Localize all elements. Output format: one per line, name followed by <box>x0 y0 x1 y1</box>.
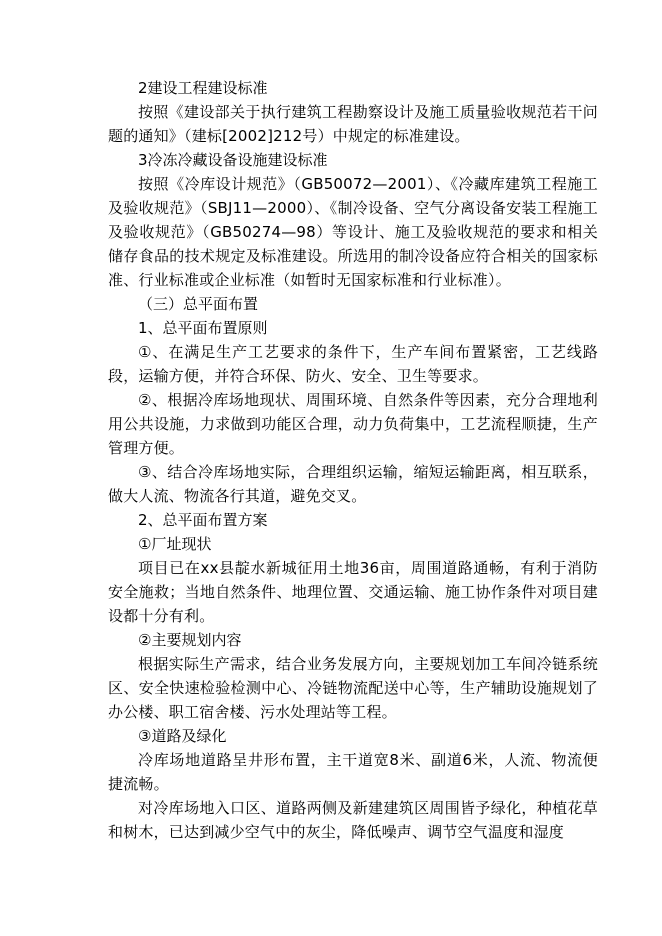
section-heading-construction-standard: 2建设工程建设标准 <box>138 79 268 97</box>
paragraph-cold-storage-standard: 按照《冷库设计规范》（GB50072—2001）、《冷藏库建筑工程施工及验收规范》（SBJ11—2000）、《制冷设备、空气分离设备安装工程施工及验收规范》（GB50274—98）等设计、施工及验收规范的要求和相关储存食品的技术规定及标准建设。所选用的制冷设备应符合相关的国家标准、行业标准或企业标准（如暂时无国家标准和行业标准）。 <box>108 175 598 289</box>
paragraph-greening: 对冷库场地入口区、道路两侧及新建建筑区周围皆予绿化，种植花草和树木，已达到减少空气中的灰尘，降低噪声、调节空气温度和湿度 <box>108 799 598 841</box>
section-heading-cold-storage-standard: 3冷冻冷藏设备设施建设标准 <box>138 151 328 169</box>
subheading-site-status: ①厂址现状 <box>138 535 212 553</box>
section-heading-general-layout: （三）总平面布置 <box>138 295 259 313</box>
paragraph-roads: 冷库场地道路呈井形布置，主干道宽8米、副道6米，人流、物流便捷流畅。 <box>108 751 598 793</box>
subheading-layout-principles: 1、总平面布置原则 <box>138 319 268 337</box>
paragraph-principle-1: ①、在满足生产工艺要求的条件下，生产车间布置紧密，工艺线路段，运输方便，并符合环保、防火、安全、卫生等要求。 <box>108 343 598 385</box>
subheading-layout-plan: 2、总平面布置方案 <box>138 511 268 529</box>
subheading-main-planning: ②主要规划内容 <box>138 631 242 649</box>
paragraph-site-status: 项目已在xx县靛水新城征用土地36亩，周围道路通畅，有利于消防安全施救；当地自然条件、地理位置、交通运输、施工协作条件对项目建设都十分有利。 <box>108 559 598 625</box>
paragraph-construction-standard: 按照《建设部关于执行建筑工程勘察设计及施工质量验收规范若干问题的通知》（建标[2002]212号）中规定的标准建设。 <box>108 103 598 145</box>
subheading-roads-greening: ③道路及绿化 <box>138 727 227 745</box>
document-page <box>108 76 598 844</box>
paragraph-principle-2: ②、根据冷库场地现状、周围环境、自然条件等因素，充分合理地利用公共设施，力求做到功能区合理，动力负荷集中，工艺流程顺捷，生产管理方便。 <box>108 391 598 457</box>
paragraph-main-planning: 根据实际生产需求，结合业务发展方向，主要规划加工车间冷链系统区、安全快速检验检测中心、冷链物流配送中心等，生产辅助设施规划了办公楼、职工宿舍楼、污水处理站等工程。 <box>108 655 598 721</box>
paragraph-principle-3: ③、结合冷库场地实际，合理组织运输，缩短运输距离，相互联系，做大人流、物流各行其道，避免交叉。 <box>108 463 598 505</box>
